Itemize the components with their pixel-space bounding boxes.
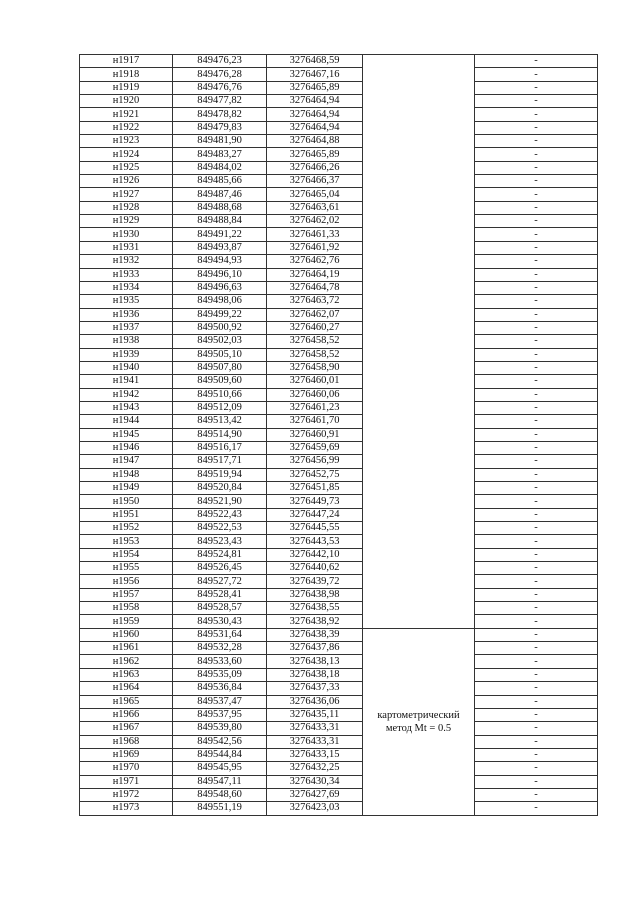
point-id-cell: н1960: [80, 628, 173, 641]
x-coordinate-cell: 849512,09: [173, 401, 267, 414]
table-row: [80, 268, 598, 281]
error-cell: -: [475, 788, 598, 801]
error-cell: -: [475, 361, 598, 374]
point-id-cell: н1935: [80, 295, 173, 308]
error-cell: -: [475, 762, 598, 775]
error-cell: -: [475, 655, 598, 668]
table-row: [80, 255, 598, 268]
x-coordinate-cell: 849484,02: [173, 161, 267, 174]
error-cell: -: [475, 175, 598, 188]
table-row: [80, 295, 598, 308]
table-row: [80, 468, 598, 481]
method-label-line2: метод Mt = 0.5: [385, 722, 452, 734]
error-cell: -: [475, 121, 598, 134]
x-coordinate-cell: 849494,93: [173, 255, 267, 268]
table-row: [80, 228, 598, 241]
error-cell: -: [475, 682, 598, 695]
point-id-cell: н1961: [80, 642, 173, 655]
table-row: [80, 548, 598, 561]
y-coordinate-cell: 3276423,03: [267, 802, 363, 815]
table-row: [80, 788, 598, 801]
point-id-cell: н1962: [80, 655, 173, 668]
table-row: [80, 775, 598, 788]
table-row: [80, 508, 598, 521]
y-coordinate-cell: 3276458,52: [267, 335, 363, 348]
x-coordinate-cell: 849491,22: [173, 228, 267, 241]
table-row: [80, 81, 598, 94]
point-id-cell: н1946: [80, 441, 173, 454]
table-row: [80, 735, 598, 748]
x-coordinate-cell: 849476,23: [173, 55, 267, 68]
table-row: [80, 628, 598, 641]
error-cell: -: [475, 562, 598, 575]
x-coordinate-cell: 849535,09: [173, 668, 267, 681]
error-cell: -: [475, 95, 598, 108]
y-coordinate-cell: 3276442,10: [267, 548, 363, 561]
table-row: [80, 428, 598, 441]
x-coordinate-cell: 849532,28: [173, 642, 267, 655]
x-coordinate-cell: 849510,66: [173, 388, 267, 401]
error-cell: -: [475, 588, 598, 601]
error-cell: -: [475, 375, 598, 388]
table-row: [80, 68, 598, 81]
method-label-line1: картометрический: [377, 709, 460, 721]
error-cell: -: [475, 268, 598, 281]
table-row: [80, 495, 598, 508]
error-cell: -: [475, 735, 598, 748]
y-coordinate-cell: 3276461,33: [267, 228, 363, 241]
x-coordinate-cell: 849485,66: [173, 175, 267, 188]
table-row: [80, 415, 598, 428]
x-coordinate-cell: 849542,56: [173, 735, 267, 748]
y-coordinate-cell: 3276460,27: [267, 321, 363, 334]
x-coordinate-cell: 849481,90: [173, 135, 267, 148]
table-row: [80, 388, 598, 401]
y-coordinate-cell: 3276438,13: [267, 655, 363, 668]
point-id-cell: н1933: [80, 268, 173, 281]
y-coordinate-cell: 3276460,91: [267, 428, 363, 441]
table-row: [80, 802, 598, 815]
point-id-cell: н1948: [80, 468, 173, 481]
table-row: [80, 321, 598, 334]
point-id-cell: н1972: [80, 788, 173, 801]
x-coordinate-cell: 849516,17: [173, 441, 267, 454]
point-id-cell: н1923: [80, 135, 173, 148]
error-cell: -: [475, 522, 598, 535]
point-id-cell: н1954: [80, 548, 173, 561]
error-cell: -: [475, 255, 598, 268]
error-cell: -: [475, 428, 598, 441]
error-cell: -: [475, 508, 598, 521]
y-coordinate-cell: 3276461,92: [267, 241, 363, 254]
table-row: [80, 455, 598, 468]
y-coordinate-cell: 3276465,89: [267, 148, 363, 161]
x-coordinate-cell: 849493,87: [173, 241, 267, 254]
x-coordinate-cell: 849496,63: [173, 281, 267, 294]
y-coordinate-cell: 3276438,92: [267, 615, 363, 628]
table-row: [80, 655, 598, 668]
point-id-cell: н1959: [80, 615, 173, 628]
x-coordinate-cell: 849536,84: [173, 682, 267, 695]
x-coordinate-cell: 849544,84: [173, 748, 267, 761]
point-id-cell: н1966: [80, 708, 173, 721]
x-coordinate-cell: 849547,11: [173, 775, 267, 788]
x-coordinate-cell: 849476,76: [173, 81, 267, 94]
x-coordinate-cell: 849509,60: [173, 375, 267, 388]
y-coordinate-cell: 3276449,73: [267, 495, 363, 508]
y-coordinate-cell: 3276462,76: [267, 255, 363, 268]
y-coordinate-cell: 3276463,61: [267, 201, 363, 214]
y-coordinate-cell: 3276463,72: [267, 295, 363, 308]
point-id-cell: н1934: [80, 281, 173, 294]
x-coordinate-cell: 849522,43: [173, 508, 267, 521]
table-row: [80, 201, 598, 214]
y-coordinate-cell: 3276438,18: [267, 668, 363, 681]
error-cell: -: [475, 628, 598, 641]
coordinates-table-body: [80, 55, 598, 816]
point-id-cell: н1953: [80, 535, 173, 548]
point-id-cell: н1919: [80, 81, 173, 94]
x-coordinate-cell: 849500,92: [173, 321, 267, 334]
error-cell: -: [475, 188, 598, 201]
y-coordinate-cell: 3276458,52: [267, 348, 363, 361]
coordinates-table: [79, 54, 598, 816]
y-coordinate-cell: 3276456,99: [267, 455, 363, 468]
table-row: [80, 95, 598, 108]
point-id-cell: н1939: [80, 348, 173, 361]
error-cell: -: [475, 81, 598, 94]
x-coordinate-cell: 849519,94: [173, 468, 267, 481]
y-coordinate-cell: 3276464,78: [267, 281, 363, 294]
error-cell: -: [475, 708, 598, 721]
point-id-cell: н1973: [80, 802, 173, 815]
error-cell: -: [475, 228, 598, 241]
point-id-cell: н1957: [80, 588, 173, 601]
table-row: [80, 175, 598, 188]
x-coordinate-cell: 849520,84: [173, 482, 267, 495]
x-coordinate-cell: 849537,47: [173, 695, 267, 708]
table-row: [80, 762, 598, 775]
y-coordinate-cell: 3276467,16: [267, 68, 363, 81]
y-coordinate-cell: 3276460,01: [267, 375, 363, 388]
error-cell: -: [475, 575, 598, 588]
y-coordinate-cell: 3276433,31: [267, 735, 363, 748]
y-coordinate-cell: 3276437,86: [267, 642, 363, 655]
table-row: [80, 562, 598, 575]
point-id-cell: н1944: [80, 415, 173, 428]
method-cell-upper: [363, 55, 475, 629]
point-id-cell: н1964: [80, 682, 173, 695]
y-coordinate-cell: 3276460,06: [267, 388, 363, 401]
x-coordinate-cell: 849478,82: [173, 108, 267, 121]
x-coordinate-cell: 849487,46: [173, 188, 267, 201]
y-coordinate-cell: 3276461,23: [267, 401, 363, 414]
point-id-cell: н1941: [80, 375, 173, 388]
table-row: [80, 588, 598, 601]
y-coordinate-cell: 3276447,24: [267, 508, 363, 521]
table-row: [80, 748, 598, 761]
table-row: [80, 708, 598, 721]
error-cell: -: [475, 455, 598, 468]
x-coordinate-cell: 849548,60: [173, 788, 267, 801]
error-cell: -: [475, 201, 598, 214]
y-coordinate-cell: 3276468,59: [267, 55, 363, 68]
x-coordinate-cell: 849505,10: [173, 348, 267, 361]
y-coordinate-cell: 3276437,33: [267, 682, 363, 695]
method-cell: [363, 628, 475, 815]
point-id-cell: н1963: [80, 668, 173, 681]
table-row: [80, 281, 598, 294]
x-coordinate-cell: 849545,95: [173, 762, 267, 775]
error-cell: -: [475, 55, 598, 68]
table-row: [80, 361, 598, 374]
table-row: [80, 348, 598, 361]
error-cell: -: [475, 802, 598, 815]
point-id-cell: н1950: [80, 495, 173, 508]
y-coordinate-cell: 3276464,88: [267, 135, 363, 148]
point-id-cell: н1917: [80, 55, 173, 68]
y-coordinate-cell: 3276464,94: [267, 95, 363, 108]
error-cell: -: [475, 642, 598, 655]
point-id-cell: н1936: [80, 308, 173, 321]
y-coordinate-cell: 3276462,02: [267, 215, 363, 228]
point-id-cell: н1951: [80, 508, 173, 521]
point-id-cell: н1922: [80, 121, 173, 134]
error-cell: -: [475, 695, 598, 708]
point-id-cell: н1920: [80, 95, 173, 108]
y-coordinate-cell: 3276443,53: [267, 535, 363, 548]
table-row: [80, 375, 598, 388]
error-cell: -: [475, 161, 598, 174]
y-coordinate-cell: 3276433,15: [267, 748, 363, 761]
y-coordinate-cell: 3276459,69: [267, 441, 363, 454]
x-coordinate-cell: 849521,90: [173, 495, 267, 508]
x-coordinate-cell: 849533,60: [173, 655, 267, 668]
table-row: [80, 215, 598, 228]
point-id-cell: н1932: [80, 255, 173, 268]
table-row: [80, 482, 598, 495]
x-coordinate-cell: 849479,83: [173, 121, 267, 134]
x-coordinate-cell: 849551,19: [173, 802, 267, 815]
y-coordinate-cell: 3276451,85: [267, 482, 363, 495]
table-row: [80, 401, 598, 414]
error-cell: -: [475, 215, 598, 228]
y-coordinate-cell: 3276465,04: [267, 188, 363, 201]
x-coordinate-cell: 849477,82: [173, 95, 267, 108]
error-cell: -: [475, 321, 598, 334]
table-row: [80, 335, 598, 348]
x-coordinate-cell: 849517,71: [173, 455, 267, 468]
y-coordinate-cell: 3276433,31: [267, 722, 363, 735]
x-coordinate-cell: 849539,80: [173, 722, 267, 735]
error-cell: -: [475, 108, 598, 121]
error-cell: -: [475, 281, 598, 294]
x-coordinate-cell: 849528,57: [173, 602, 267, 615]
y-coordinate-cell: 3276466,26: [267, 161, 363, 174]
table-row: [80, 668, 598, 681]
point-id-cell: н1921: [80, 108, 173, 121]
point-id-cell: н1967: [80, 722, 173, 735]
table-row: [80, 522, 598, 535]
error-cell: -: [475, 441, 598, 454]
y-coordinate-cell: 3276438,98: [267, 588, 363, 601]
error-cell: -: [475, 135, 598, 148]
error-cell: -: [475, 602, 598, 615]
x-coordinate-cell: 849537,95: [173, 708, 267, 721]
table-row: [80, 535, 598, 548]
error-cell: -: [475, 388, 598, 401]
error-cell: -: [475, 535, 598, 548]
error-cell: -: [475, 482, 598, 495]
table-row: [80, 188, 598, 201]
x-coordinate-cell: 849488,68: [173, 201, 267, 214]
y-coordinate-cell: 3276436,06: [267, 695, 363, 708]
error-cell: -: [475, 68, 598, 81]
point-id-cell: н1928: [80, 201, 173, 214]
point-id-cell: н1926: [80, 175, 173, 188]
table-row: [80, 108, 598, 121]
point-id-cell: н1949: [80, 482, 173, 495]
point-id-cell: н1945: [80, 428, 173, 441]
point-id-cell: н1956: [80, 575, 173, 588]
y-coordinate-cell: 3276464,19: [267, 268, 363, 281]
x-coordinate-cell: 849513,42: [173, 415, 267, 428]
x-coordinate-cell: 849476,28: [173, 68, 267, 81]
y-coordinate-cell: 3276464,94: [267, 108, 363, 121]
error-cell: -: [475, 748, 598, 761]
table-row: [80, 602, 598, 615]
x-coordinate-cell: 849530,43: [173, 615, 267, 628]
y-coordinate-cell: 3276438,55: [267, 602, 363, 615]
x-coordinate-cell: 849483,27: [173, 148, 267, 161]
error-cell: -: [475, 548, 598, 561]
x-coordinate-cell: 849502,03: [173, 335, 267, 348]
table-row: [80, 642, 598, 655]
point-id-cell: н1947: [80, 455, 173, 468]
x-coordinate-cell: 849526,45: [173, 562, 267, 575]
x-coordinate-cell: 849496,10: [173, 268, 267, 281]
error-cell: -: [475, 148, 598, 161]
error-cell: -: [475, 295, 598, 308]
table-row: [80, 161, 598, 174]
point-id-cell: н1969: [80, 748, 173, 761]
x-coordinate-cell: 849523,43: [173, 535, 267, 548]
y-coordinate-cell: 3276438,39: [267, 628, 363, 641]
y-coordinate-cell: 3276432,25: [267, 762, 363, 775]
x-coordinate-cell: 849507,80: [173, 361, 267, 374]
point-id-cell: н1955: [80, 562, 173, 575]
point-id-cell: н1942: [80, 388, 173, 401]
x-coordinate-cell: 849527,72: [173, 575, 267, 588]
y-coordinate-cell: 3276465,89: [267, 81, 363, 94]
x-coordinate-cell: 849514,90: [173, 428, 267, 441]
table-row: [80, 695, 598, 708]
table-row: [80, 55, 598, 68]
error-cell: -: [475, 668, 598, 681]
table-row: [80, 121, 598, 134]
table-row: [80, 575, 598, 588]
point-id-cell: н1958: [80, 602, 173, 615]
y-coordinate-cell: 3276464,94: [267, 121, 363, 134]
point-id-cell: н1940: [80, 361, 173, 374]
y-coordinate-cell: 3276435,11: [267, 708, 363, 721]
x-coordinate-cell: 849488,84: [173, 215, 267, 228]
error-cell: -: [475, 495, 598, 508]
table-row: [80, 722, 598, 735]
point-id-cell: н1937: [80, 321, 173, 334]
error-cell: -: [475, 775, 598, 788]
point-id-cell: н1970: [80, 762, 173, 775]
y-coordinate-cell: 3276466,37: [267, 175, 363, 188]
point-id-cell: н1931: [80, 241, 173, 254]
table-row: [80, 682, 598, 695]
error-cell: -: [475, 241, 598, 254]
y-coordinate-cell: 3276430,34: [267, 775, 363, 788]
table-row: [80, 241, 598, 254]
y-coordinate-cell: 3276427,69: [267, 788, 363, 801]
y-coordinate-cell: 3276458,90: [267, 361, 363, 374]
y-coordinate-cell: 3276461,70: [267, 415, 363, 428]
point-id-cell: н1918: [80, 68, 173, 81]
x-coordinate-cell: 849531,64: [173, 628, 267, 641]
error-cell: -: [475, 615, 598, 628]
point-id-cell: н1968: [80, 735, 173, 748]
point-id-cell: н1930: [80, 228, 173, 241]
error-cell: -: [475, 468, 598, 481]
table-row: [80, 135, 598, 148]
table-row: [80, 615, 598, 628]
table-row: [80, 441, 598, 454]
error-cell: -: [475, 348, 598, 361]
error-cell: -: [475, 415, 598, 428]
point-id-cell: н1927: [80, 188, 173, 201]
point-id-cell: н1971: [80, 775, 173, 788]
table-row: [80, 148, 598, 161]
x-coordinate-cell: 849499,22: [173, 308, 267, 321]
table-row: [80, 308, 598, 321]
x-coordinate-cell: 849524,81: [173, 548, 267, 561]
x-coordinate-cell: 849498,06: [173, 295, 267, 308]
point-id-cell: н1924: [80, 148, 173, 161]
error-cell: -: [475, 722, 598, 735]
y-coordinate-cell: 3276452,75: [267, 468, 363, 481]
y-coordinate-cell: 3276462,07: [267, 308, 363, 321]
error-cell: -: [475, 335, 598, 348]
error-cell: -: [475, 308, 598, 321]
y-coordinate-cell: 3276445,55: [267, 522, 363, 535]
point-id-cell: н1952: [80, 522, 173, 535]
x-coordinate-cell: 849528,41: [173, 588, 267, 601]
y-coordinate-cell: 3276440,62: [267, 562, 363, 575]
point-id-cell: н1925: [80, 161, 173, 174]
point-id-cell: н1943: [80, 401, 173, 414]
error-cell: -: [475, 401, 598, 414]
point-id-cell: н1938: [80, 335, 173, 348]
x-coordinate-cell: 849522,53: [173, 522, 267, 535]
y-coordinate-cell: 3276439,72: [267, 575, 363, 588]
point-id-cell: н1965: [80, 695, 173, 708]
point-id-cell: н1929: [80, 215, 173, 228]
